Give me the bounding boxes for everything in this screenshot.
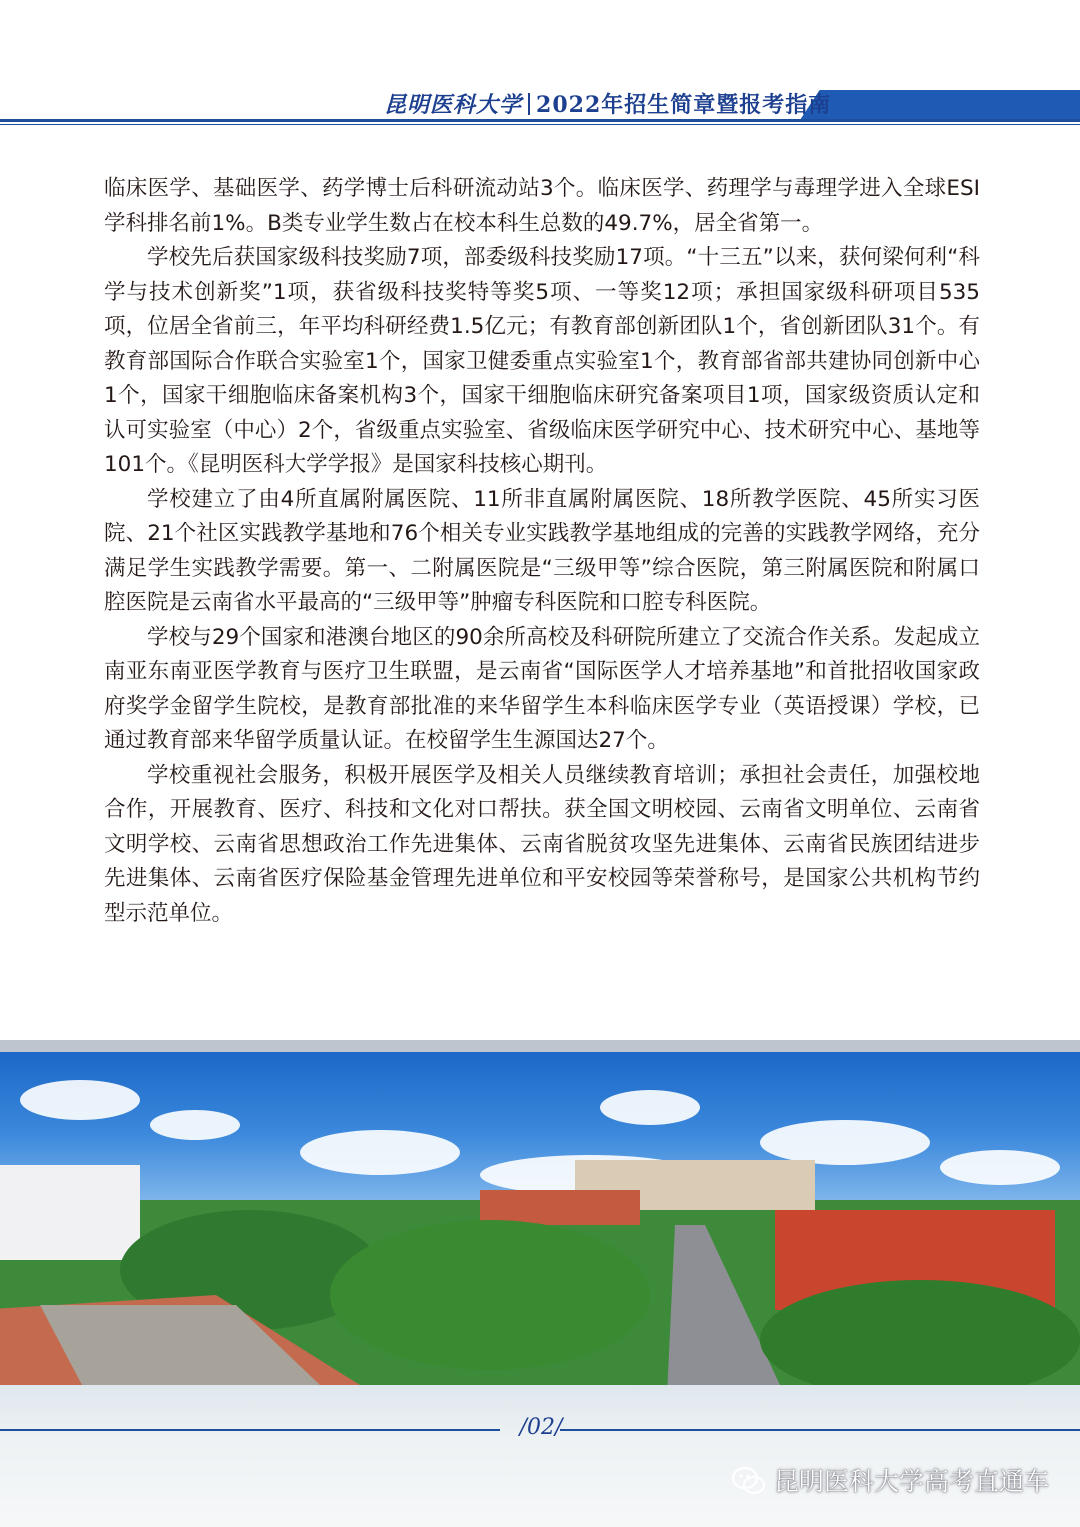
page-header: [0, 0, 1080, 140]
photo-top-strip: [0, 1040, 1080, 1052]
paragraph: 学校重视社会服务，积极开展医学及相关人员继续教育培训；承担社会责任，加强校地合作，开展教育、医疗、科技和文化对口帮扶。获全国文明校园、云南省文明单位、云南省文明学校、云南省思想政治工作先进集体、云南省脱贫攻坚先进集体、云南省民族团结进步先进集体、云南省医疗保险基金管理先进单位和平安校园等荣誉称号，是国家公共机构节约型示范单位。: [104, 762, 980, 926]
footer-rule: [0, 1429, 500, 1431]
header-subtitle: 2022年招生简章暨报考指南: [536, 92, 832, 118]
white-building: [0, 1165, 140, 1260]
article-body: [104, 172, 980, 931]
header-title: [384, 88, 831, 116]
wechat-watermark: [732, 1462, 1049, 1502]
footer-background: [0, 1385, 1080, 1527]
watermark-text: 昆明医科大学高考直通车: [774, 1467, 1050, 1496]
header-rule: [0, 119, 1080, 122]
header-rule-thin: [0, 124, 1080, 125]
paragraph: 学校建立了由4所直属附属医院、11所非直属附属医院、18所教学医院、45所实习医院、21个社区实践教学基地和76个相关专业实践教学基地组成的完善的实践教学网络，充分满足学生实践教学需要。第一、二附属医院是“三级甲等”综合医院，第三附属医院和附属口腔医院是云南省水平最高的“三级甲等”肿瘤专科医院和口腔专科医院。: [104, 486, 980, 615]
header-accent-band: [800, 90, 1080, 120]
cloud: [760, 1120, 930, 1165]
header-school-name: 昆明医科大学: [384, 92, 523, 118]
cloud: [300, 1130, 460, 1175]
paragraph: 学校先后获国家级科技奖励7项，部委级科技奖励17项。“十三五”以来，获何梁何利“科学与技术创新奖”1项，获省级科技奖特等奖5项、一等奖12项；承担国家级科研项目535项，位居全省前三，年平均科研经费1.5亿元；有教育部创新团队1个，省创新团队31个。有教育部国际合作联合实验室1个，国家卫健委重点实验室1个，教育部省部共建协同创新中心1个，国家干细胞临床备案机构3个，国家干细胞临床研究备案项目1项，国家级资质认定和认可实验室（中心）2个，省级重点实验室、省级临床医学研究中心、技术研究中心、基地等101个。《昆明医科大学学报》是国家科技核心期刊。: [104, 245, 980, 477]
cloud: [150, 1110, 240, 1140]
wechat-icon: [732, 1466, 766, 1496]
paragraph: 学校与29个国家和港澳台地区的90余所高校及科研院所建立了交流合作关系。发起成立南亚东南亚医学教育与医疗卫生联盟，是云南省“国际医学人才培养基地”和首批招收国家政府奖学金留学生院校，是教育部批准的来华留学生本科临床医学专业（英语授课）学校，已通过教育部来华留学质量认证。在校留学生生源国达27个。: [104, 624, 980, 753]
cloud: [940, 1150, 1060, 1185]
page-number: /02/: [519, 1415, 563, 1440]
header-separator: [528, 93, 530, 115]
cloud: [20, 1080, 140, 1120]
tree-cluster: [330, 1220, 650, 1370]
cloud: [600, 1090, 700, 1125]
campus-panorama-photo: [0, 1040, 1080, 1385]
paragraph: 临床医学、基础医学、药学博士后科研流动站3个。临床医学、药理学与毒理学进入全球ESI学科排名前1%。B类专业学生数占在校本科生总数的49.7%，居全省第一。: [104, 176, 980, 236]
footer-rule: [560, 1429, 1080, 1431]
